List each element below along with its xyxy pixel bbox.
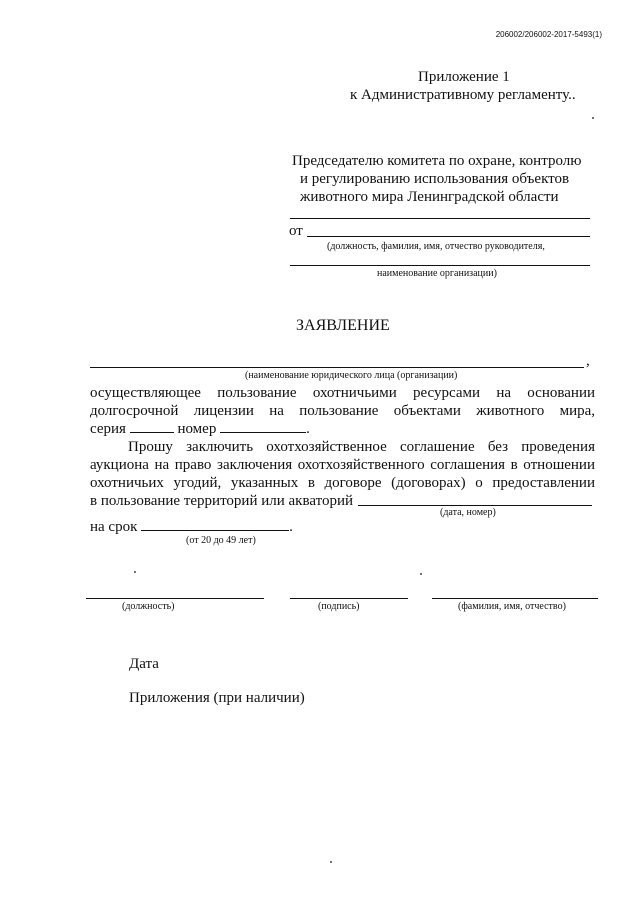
number-label: номер [177,421,217,437]
series-number-row [90,420,310,438]
term-label: на срок [90,519,138,535]
scan-speck [134,571,136,573]
signature-line [290,598,408,599]
addressee-blank-line-1 [290,218,590,219]
signature-caption: (подпись) [318,601,360,612]
position-caption: (должность) [122,601,175,612]
scan-speck [330,861,332,863]
term-period: . [289,519,293,535]
paragraph-2-line-1: Прошу заключить охотхозяйственное соглашение без проведения [128,439,595,455]
scan-speck [592,117,594,119]
series-blank [130,420,174,433]
appendix-regulation: к Административному регламенту.. [350,87,576,103]
document-title: ЗАЯВЛЕНИЕ [296,317,390,334]
position-signature-line [86,598,264,599]
entity-name-blank-line [90,367,584,368]
term-blank [141,518,289,531]
date-number-blank-line [358,505,592,506]
entity-line-comma: , [586,353,590,369]
from-caption: (должность, фамилия, имя, отчество руководителя, [327,241,545,252]
from-label: от [289,223,303,239]
addressee-line-3: животного мира Ленинградской области [300,189,559,205]
date-number-caption: (дата, номер) [440,507,496,518]
attachments-label: Приложения (при наличии) [129,690,305,706]
organization-blank-line [290,265,590,266]
date-label: Дата [129,656,159,672]
document-id: 206002/206002-2017-5493(1) [495,30,602,39]
paragraph-2-line-4: в пользование территорий или акваторий [90,493,354,509]
scan-speck [420,573,422,575]
paragraph-1-line-1: осуществляющее пользование охотничьими ресурсами на основании [90,385,595,401]
paragraph-2-line-3: охотничьих угодий, указанных в договоре (договорах) о предоставлении [90,475,595,491]
paragraph-1-line-2: долгосрочной лицензии на пользование объектами животного мира, [90,403,595,419]
addressee-line-2: и регулированию использования объектов [300,171,570,187]
appendix-title: Приложение 1 [418,69,510,85]
term-row [90,518,293,536]
entity-name-caption: (наименование юридического лица (организации) [245,370,458,381]
full-name-caption: (фамилия, имя, отчество) [458,601,566,612]
full-name-signature-line [432,598,598,599]
series-period: . [306,421,310,437]
addressee-line-1: Председателю комитета по охране, контролю [292,153,582,169]
number-blank [220,420,306,433]
term-caption: (от 20 до 49 лет) [186,535,256,546]
series-label: серия [90,421,126,437]
from-blank-line [307,236,590,237]
paragraph-2-line-2: аукциона на право заключения охотхозяйственного соглашения в отношении [90,457,595,473]
organization-caption: наименование организации) [377,268,497,279]
